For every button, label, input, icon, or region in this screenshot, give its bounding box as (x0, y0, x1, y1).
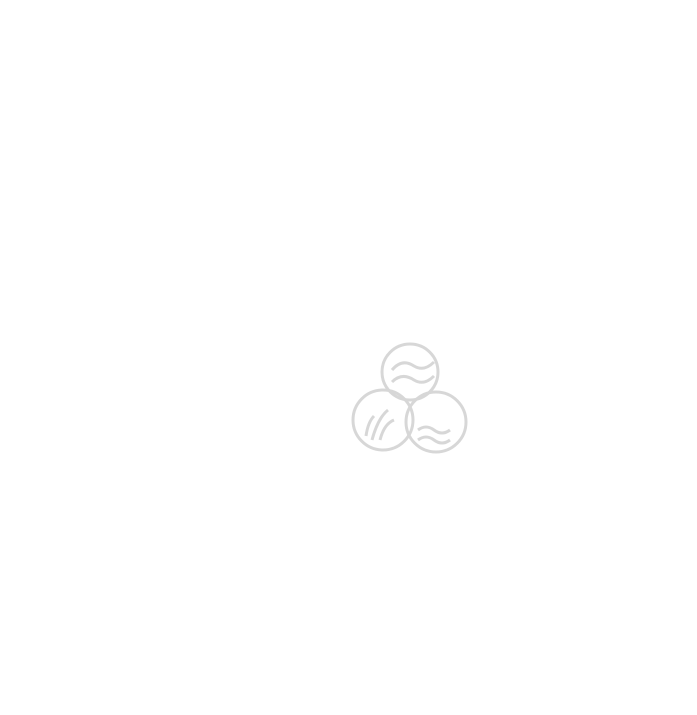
mdeq-watermark-logo (353, 344, 466, 452)
